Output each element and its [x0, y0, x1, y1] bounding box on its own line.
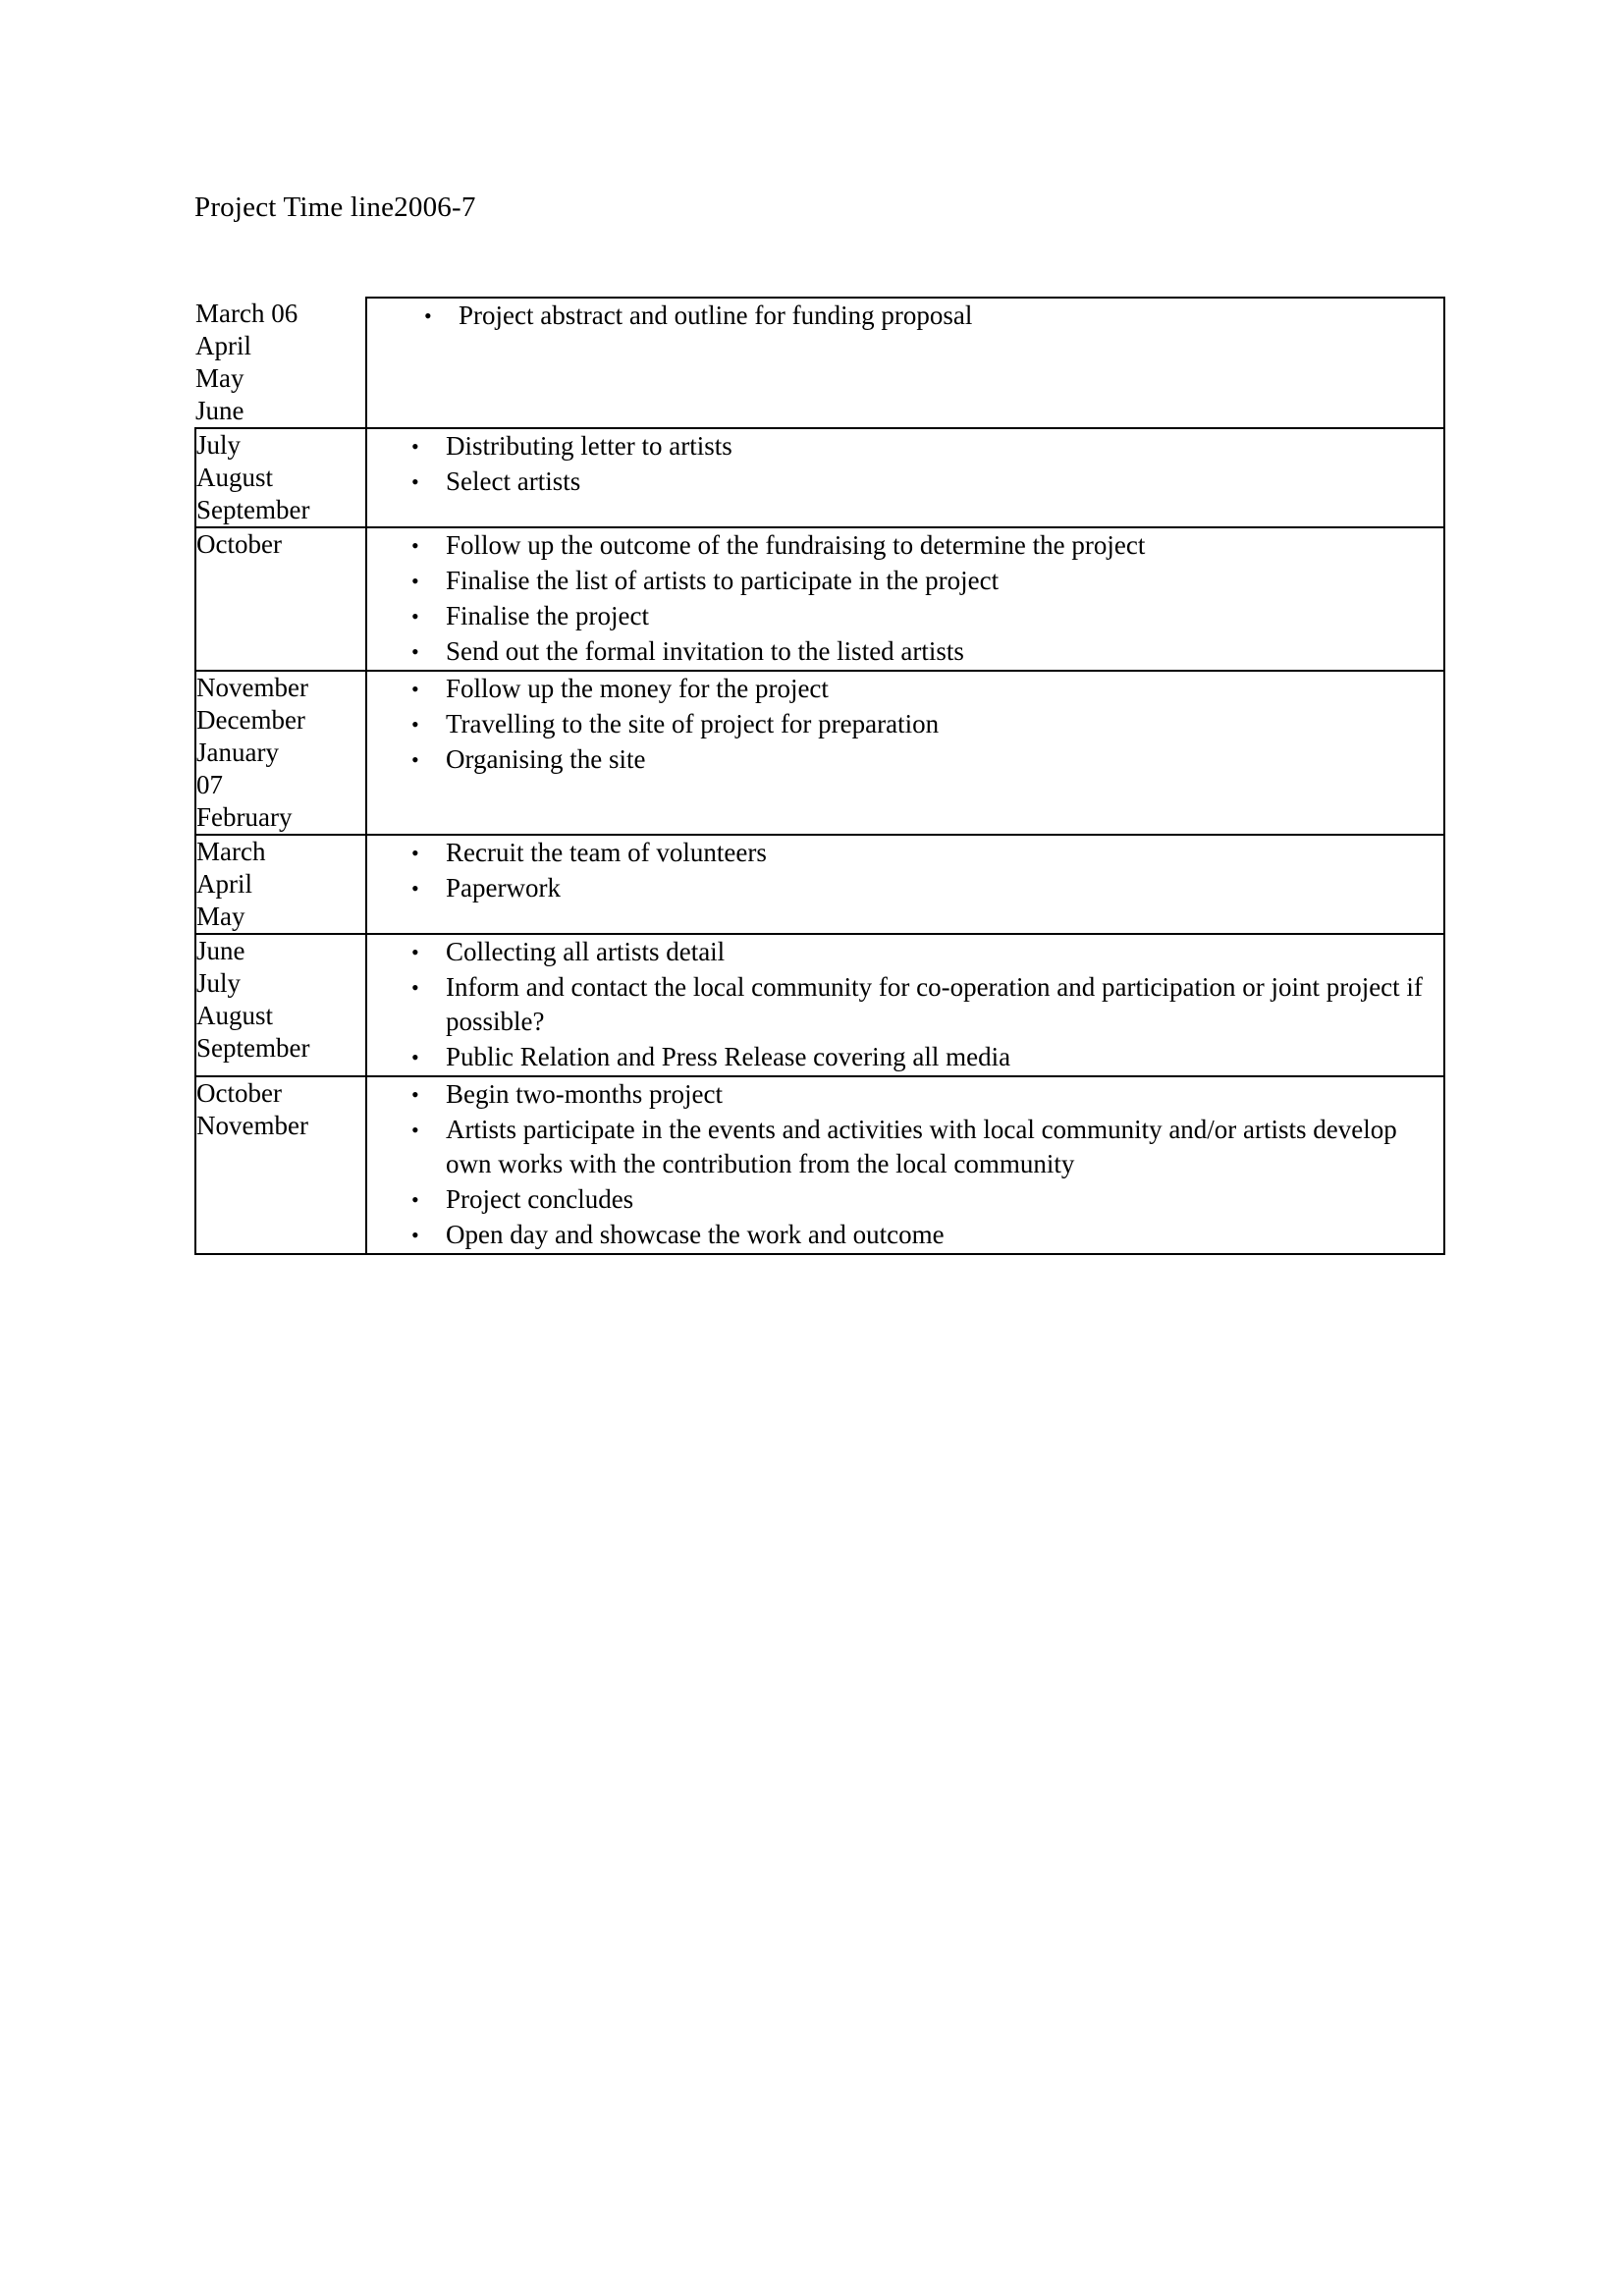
table-row — [195, 298, 1444, 428]
tasks-cell — [366, 527, 1444, 671]
period-line: 07 — [196, 770, 223, 799]
table-row — [195, 671, 1444, 835]
bullet-icon: • — [411, 841, 419, 865]
task-text: Finalise the project — [446, 601, 649, 630]
table-row — [195, 835, 1444, 934]
list-item — [367, 634, 1443, 669]
period-line: June — [196, 936, 245, 965]
list-item — [367, 564, 1443, 598]
period-line: November — [196, 673, 308, 702]
task-text: Project abstract and outline for funding proposal — [459, 301, 973, 330]
period-cell — [195, 428, 366, 527]
task-list — [367, 528, 1443, 669]
task-list — [367, 299, 1443, 333]
task-list — [367, 935, 1443, 1074]
period-cell — [195, 934, 366, 1076]
table-row — [195, 934, 1444, 1076]
tasks-cell — [366, 1076, 1444, 1254]
task-text: Recruit the team of volunteers — [446, 838, 767, 867]
bullet-icon: • — [411, 604, 419, 629]
list-item — [367, 672, 1443, 706]
list-item — [367, 970, 1443, 1039]
task-text: Travelling to the site of project for preparation — [446, 709, 940, 738]
task-text: Artists participate in the events and activities with local community and/or artists develop own works with the contribution from the local community — [446, 1115, 1397, 1178]
task-list — [367, 429, 1443, 499]
period-cell — [195, 527, 366, 671]
bullet-icon: • — [411, 876, 419, 901]
period-line: September — [196, 495, 310, 524]
bullet-icon: • — [411, 639, 419, 664]
list-item — [367, 528, 1443, 563]
task-text: Follow up the money for the project — [446, 674, 829, 703]
list-item — [367, 1182, 1443, 1217]
tasks-cell — [366, 835, 1444, 934]
bullet-icon: • — [411, 940, 419, 964]
period-line: March 06 — [195, 299, 298, 328]
task-text: Finalise the list of artists to participate in the project — [446, 566, 1000, 595]
period-line: March — [196, 837, 266, 866]
list-item — [367, 465, 1443, 499]
bullet-icon: • — [411, 712, 419, 737]
bullet-icon: • — [411, 1082, 419, 1107]
list-item — [367, 935, 1443, 969]
bullet-icon: • — [411, 1118, 419, 1142]
period-cell — [195, 671, 366, 835]
task-text: Begin two-months project — [446, 1079, 723, 1109]
list-item — [367, 599, 1443, 633]
bullet-icon: • — [411, 1223, 419, 1247]
task-text: Inform and contact the local community for co-operation and participation or joint project if possible? — [446, 972, 1423, 1036]
bullet-icon: • — [411, 747, 419, 772]
task-text: Public Relation and Press Release covering all media — [446, 1042, 1011, 1071]
table-row — [195, 428, 1444, 527]
task-list — [367, 672, 1443, 777]
table-row — [195, 1076, 1444, 1254]
task-text: Select artists — [446, 466, 581, 496]
period-line: May — [195, 363, 244, 393]
bullet-icon: • — [411, 677, 419, 701]
task-list — [367, 836, 1443, 905]
tasks-cell — [366, 671, 1444, 835]
period-line: May — [196, 902, 245, 931]
task-text: Project concludes — [446, 1184, 634, 1214]
period-line: October — [196, 529, 282, 559]
task-text: Send out the formal invitation to the listed artists — [446, 636, 964, 666]
list-item — [367, 742, 1443, 777]
period-line: June — [195, 396, 244, 425]
bullet-icon: • — [411, 569, 419, 593]
tasks-cell — [366, 298, 1444, 428]
list-item — [367, 707, 1443, 741]
task-text: Collecting all artists detail — [446, 937, 726, 966]
list-item — [367, 1218, 1443, 1252]
period-cell — [195, 1076, 366, 1254]
task-text: Distributing letter to artists — [446, 431, 732, 461]
timeline-table-body — [195, 298, 1444, 1254]
project-timeline-table — [194, 297, 1445, 1255]
period-line: December — [196, 705, 305, 735]
period-line: January — [196, 738, 279, 767]
period-line: October — [196, 1078, 282, 1108]
list-item — [367, 871, 1443, 905]
bullet-icon: • — [411, 1045, 419, 1069]
period-line: November — [196, 1111, 308, 1140]
bullet-icon: • — [424, 303, 432, 328]
bullet-icon: • — [411, 533, 419, 558]
task-text: Open day and showcase the work and outcome — [446, 1220, 945, 1249]
table-row — [195, 527, 1444, 671]
task-text: Organising the site — [446, 744, 646, 774]
task-text: Paperwork — [446, 873, 561, 902]
page-title: Project Time line2006-7 — [194, 191, 476, 223]
task-list — [367, 1077, 1443, 1252]
bullet-icon: • — [411, 975, 419, 1000]
period-line: July — [196, 968, 242, 998]
tasks-cell — [366, 428, 1444, 527]
period-cell — [195, 835, 366, 934]
bullet-icon: • — [411, 1187, 419, 1212]
period-line: April — [196, 869, 252, 899]
list-item — [367, 1040, 1443, 1074]
period-line: April — [195, 331, 251, 360]
period-cell — [195, 298, 366, 428]
list-item — [367, 429, 1443, 464]
list-item — [367, 299, 1443, 333]
list-item — [367, 1113, 1443, 1181]
period-line: July — [196, 430, 242, 460]
period-line: February — [196, 802, 293, 832]
period-line: August — [196, 463, 274, 492]
tasks-cell — [366, 934, 1444, 1076]
period-line: August — [196, 1001, 274, 1030]
bullet-icon: • — [411, 434, 419, 459]
bullet-icon: • — [411, 469, 419, 494]
task-text: Follow up the outcome of the fundraising to determine the project — [446, 530, 1146, 560]
list-item — [367, 836, 1443, 870]
period-line: September — [196, 1033, 310, 1063]
list-item — [367, 1077, 1443, 1112]
